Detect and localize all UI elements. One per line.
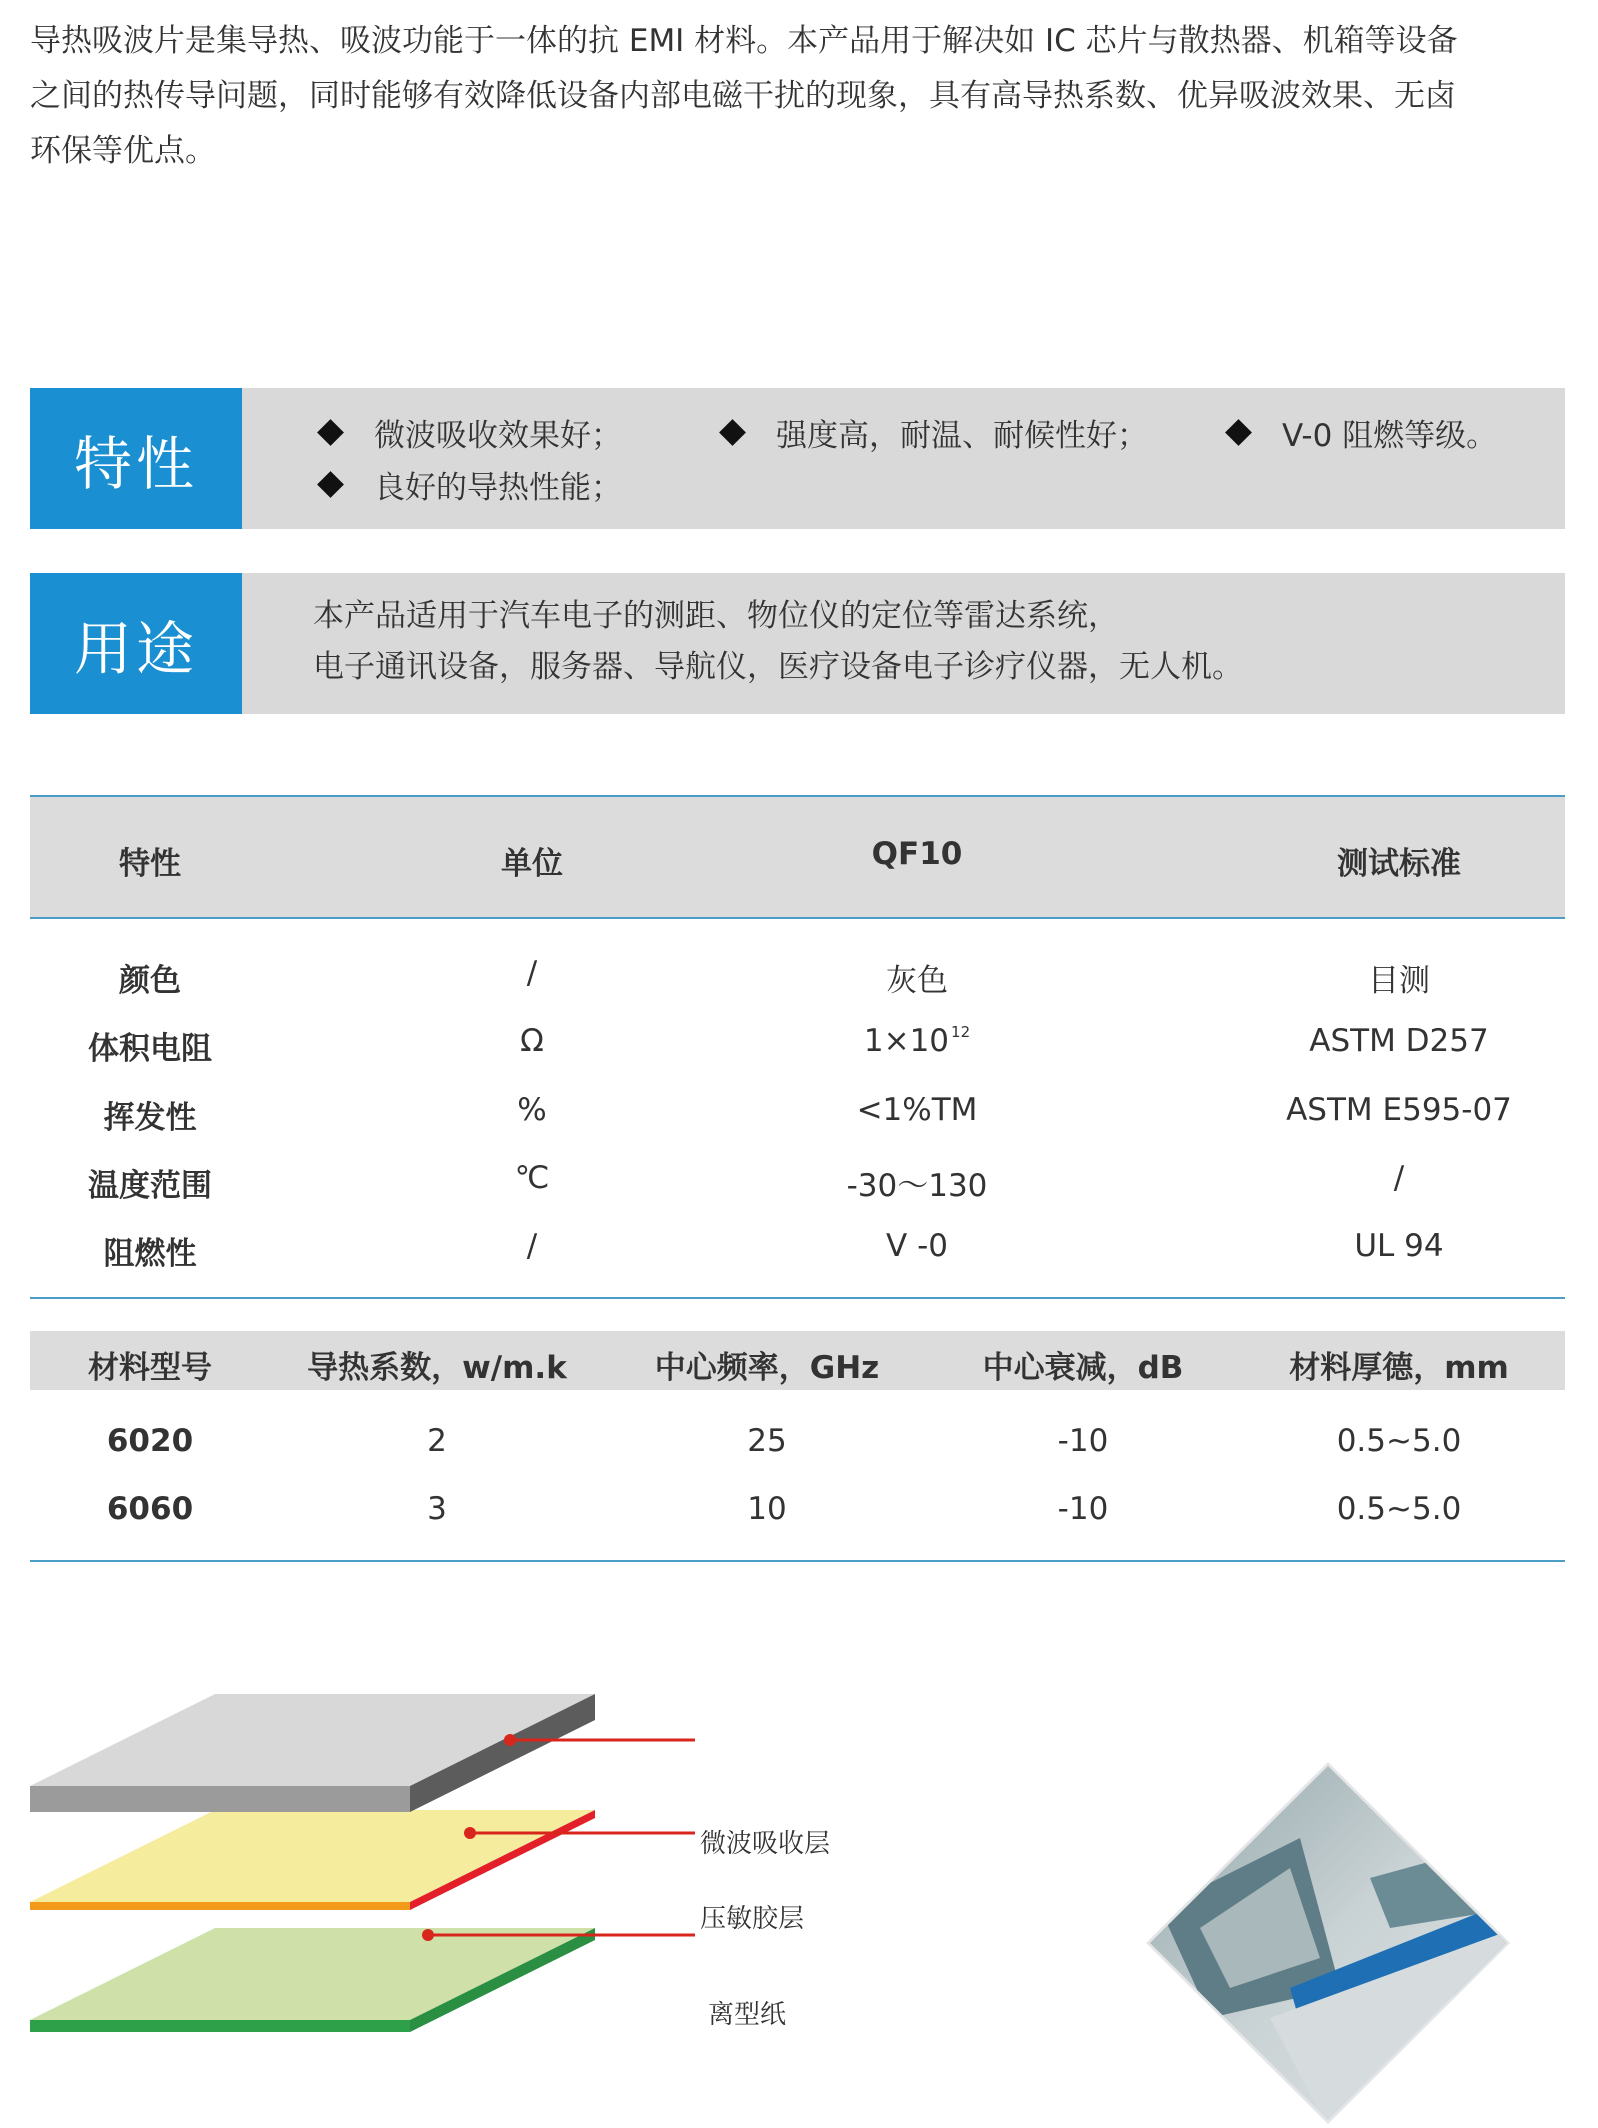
feature-text: V-0 阻燃等级。 <box>1282 418 1498 454</box>
model-cell: 3 <box>427 1491 447 1527</box>
release-paper-layer <box>30 1928 595 2032</box>
property-unit: % <box>517 1092 547 1128</box>
usage-line: 电子通讯设备，服务器、导航仪，医疗设备电子诊疗仪器，无人机。 <box>313 649 1243 685</box>
layer-label-absorber: 微波吸收层 <box>700 1829 831 1859</box>
intro-paragraph <box>30 14 1575 179</box>
model-cell: 0.5~5.0 <box>1336 1491 1462 1527</box>
usage-band <box>30 573 1565 714</box>
model-cell: 10 <box>747 1491 787 1527</box>
model-header-cell: 中心衰减，dB <box>982 1350 1184 1386</box>
features-list <box>315 388 1555 529</box>
property-value-exponent: 12 <box>951 1023 971 1041</box>
layer-label-release-paper: 离型纸 <box>708 2000 787 2030</box>
property-value: 灰色 <box>886 963 948 999</box>
property-header-cell: 特性 <box>119 846 181 882</box>
property-name: 挥发性 <box>103 1100 197 1136</box>
features-band <box>30 388 1565 529</box>
property-unit: / <box>526 955 538 991</box>
model-header-cell: 导热系数，w/m.k <box>307 1350 567 1386</box>
features-title: 特性 <box>30 388 242 529</box>
layer-label-adhesive: 压敏胶层 <box>700 1904 805 1934</box>
property-name: 体积电阻 <box>88 1031 212 1067</box>
property-unit: Ω <box>520 1023 544 1059</box>
property-unit: / <box>526 1228 538 1264</box>
property-table-header <box>30 797 1565 917</box>
model-header-cell: 材料型号 <box>88 1350 212 1386</box>
property-value: -30～130 <box>846 1168 988 1204</box>
model-cell: 25 <box>747 1423 787 1459</box>
property-value-group <box>864 1023 970 1059</box>
property-name: 颜色 <box>119 963 181 999</box>
diamond-bullet-icon <box>1225 419 1252 446</box>
property-standard: 目测 <box>1368 963 1430 999</box>
property-standard: ASTM D257 <box>1309 1023 1489 1059</box>
property-header-cell: QF10 <box>871 836 963 872</box>
property-value: 1×10 <box>863 1023 950 1059</box>
property-name: 阻燃性 <box>103 1236 197 1272</box>
property-name: 温度范围 <box>88 1168 212 1204</box>
table-rule <box>30 917 1565 919</box>
product-photo <box>1140 1758 1516 2128</box>
model-cell: 2 <box>427 1423 447 1459</box>
diamond-bullet-icon <box>317 471 344 498</box>
intro-line: 导热吸波片是集导热、吸波功能于一体的抗 EMI 材料。本产品用于解决如 IC 芯片与散热器、机箱等设备 <box>30 23 1458 59</box>
table-rule <box>30 1297 1565 1299</box>
absorber-layer <box>30 1694 595 1812</box>
model-cell: -10 <box>1057 1491 1109 1527</box>
intro-line: 环保等优点。 <box>30 133 216 169</box>
model-cell: 6020 <box>106 1423 194 1459</box>
property-unit: ℃ <box>514 1160 550 1196</box>
property-header-cell: 单位 <box>501 846 563 882</box>
feature-text: 微波吸收效果好； <box>374 418 622 454</box>
property-standard: / <box>1393 1160 1405 1196</box>
property-value: <1%TM <box>856 1092 978 1128</box>
diamond-bullet-icon <box>317 419 344 446</box>
property-value: V -0 <box>886 1228 948 1264</box>
model-header-cell: 材料厚德，mm <box>1289 1350 1509 1386</box>
diamond-bullet-icon <box>719 419 746 446</box>
property-standard: UL 94 <box>1354 1228 1444 1264</box>
feature-item <box>1223 410 1497 455</box>
model-header-cell: 中心频率，GHz <box>654 1350 880 1386</box>
property-standard: ASTM E595-07 <box>1286 1092 1512 1128</box>
feature-text: 良好的导热性能； <box>374 470 622 506</box>
feature-item <box>315 410 622 455</box>
property-header-cell: 测试标准 <box>1337 846 1461 882</box>
usage-title: 用途 <box>30 573 242 714</box>
intro-line: 之间的热传导问题，同时能够有效降低设备内部电磁干扰的现象，具有高导热系数、优异吸波效果、无卤 <box>30 78 1456 114</box>
feature-text: 强度高，耐温、耐候性好； <box>776 418 1148 454</box>
table-rule <box>30 1560 1565 1562</box>
model-cell: 0.5~5.0 <box>1336 1423 1462 1459</box>
usage-text <box>313 591 1243 693</box>
feature-item <box>315 462 622 507</box>
model-cell: 6060 <box>106 1491 194 1527</box>
adhesive-layer <box>30 1810 595 1910</box>
feature-item <box>717 410 1148 455</box>
usage-line: 本产品适用于汽车电子的测距、物位仪的定位等雷达系统， <box>313 598 1119 634</box>
model-cell: -10 <box>1057 1423 1109 1459</box>
